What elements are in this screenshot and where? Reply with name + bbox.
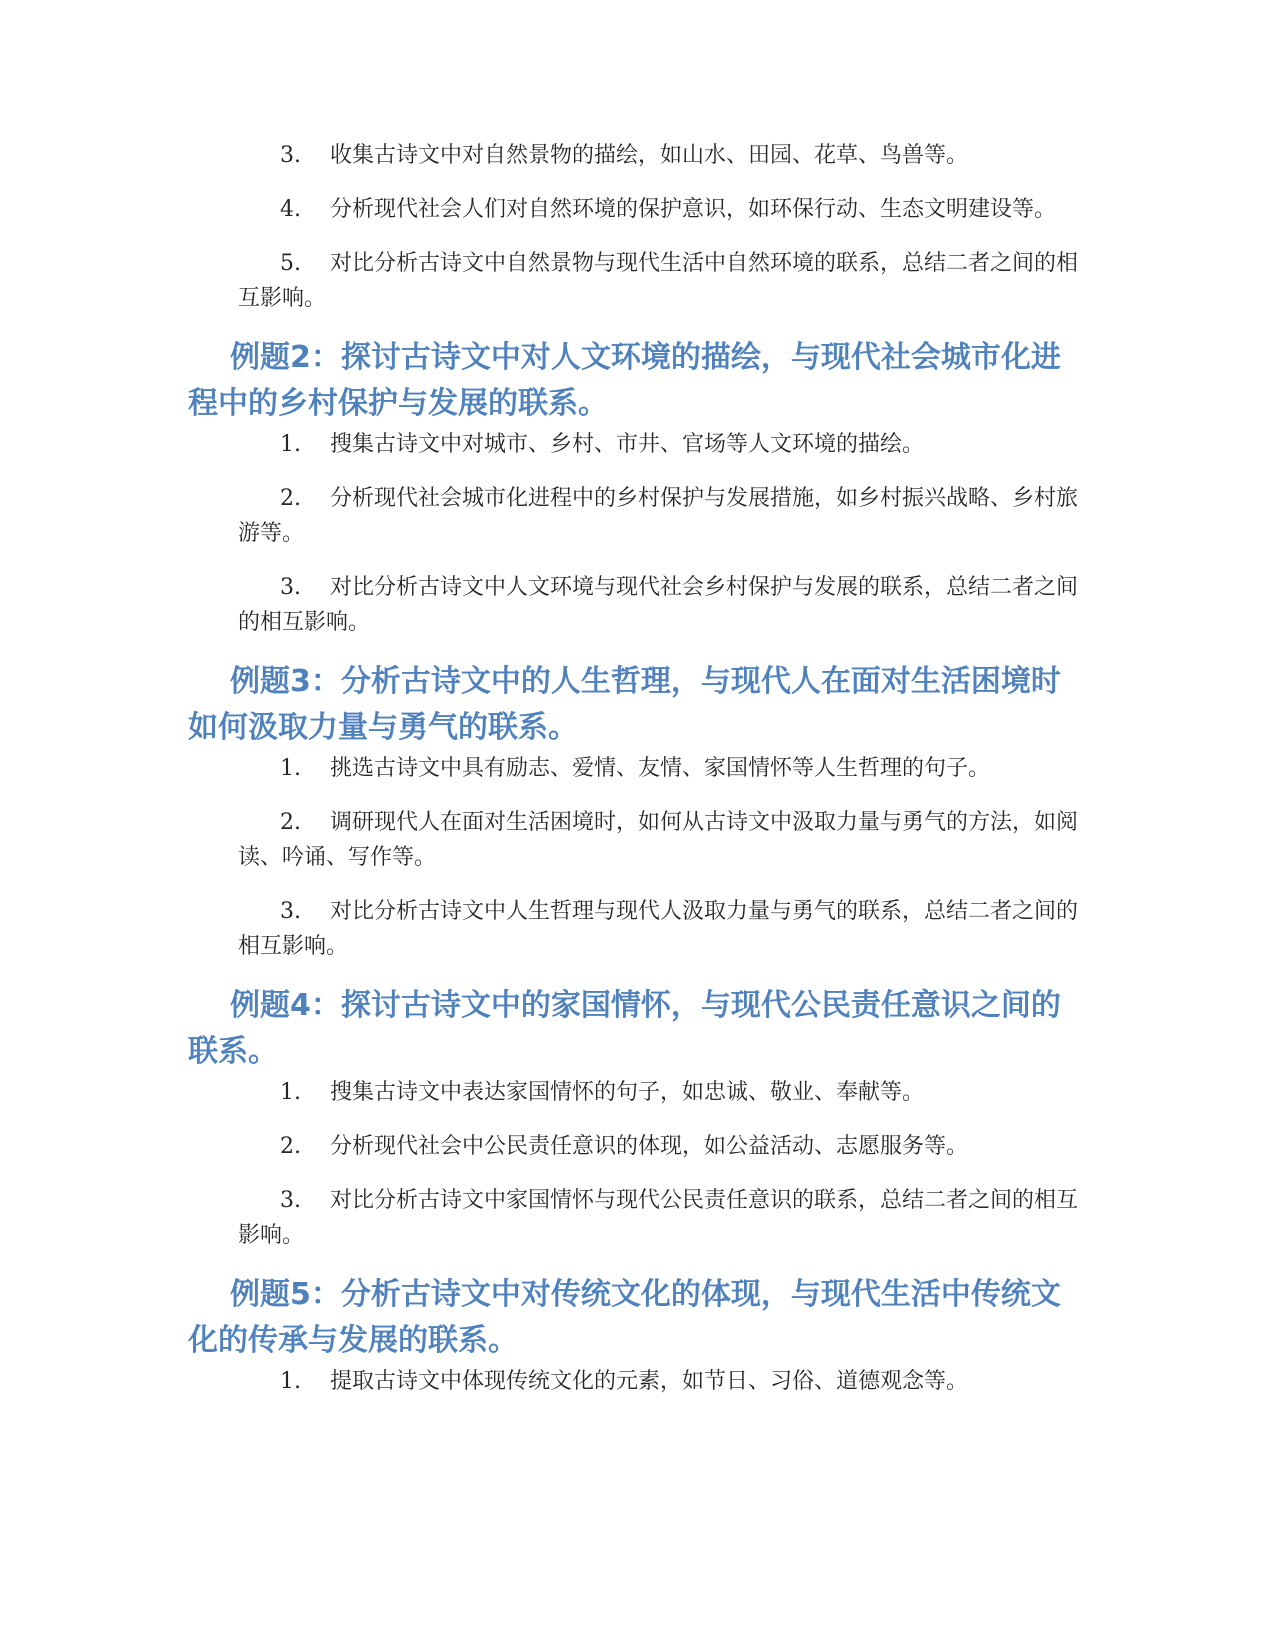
list-item-number: 5.	[280, 251, 301, 276]
list-item-text: 分析现代社会人们对自然环境的保护意识，如环保行动、生态文明建设等。	[330, 197, 1057, 222]
list-item-text: 提取古诗文中体现传统文化的元素，如节日、习俗、道德观念等。	[330, 1369, 969, 1394]
list-item-text: 对比分析古诗文中自然景物与现代生活中自然环境的联系，总结二者之间的相互影响。	[238, 251, 1079, 311]
list-item-number: 3.	[280, 899, 301, 924]
list-item-text: 收集古诗文中对自然景物的描绘，如山水、田园、花草、鸟兽等。	[330, 143, 969, 168]
list-item-number: 2.	[280, 486, 301, 511]
list-item	[188, 805, 1088, 875]
list-item-number: 1.	[280, 756, 301, 781]
list-item	[188, 427, 1088, 462]
list-item	[188, 1075, 1088, 1110]
list-item	[188, 481, 1088, 551]
list-item	[188, 894, 1088, 964]
list-item-text: 搜集古诗文中表达家国情怀的句子，如忠诚、敬业、奉献等。	[330, 1080, 925, 1105]
list-item-number: 3.	[280, 575, 301, 600]
example-heading: 例题3：分析古诗文中的人生哲理，与现代人在面对生活困境时如何汲取力量与勇气的联系。	[188, 664, 1061, 745]
list-item	[188, 138, 1088, 173]
list-item-text: 对比分析古诗文中人生哲理与现代人汲取力量与勇气的联系，总结二者之间的相互影响。	[238, 899, 1079, 959]
list-item	[188, 570, 1088, 640]
list-item	[188, 1129, 1088, 1164]
list-item-number: 2.	[280, 1134, 301, 1159]
list-item-text: 分析现代社会中公民责任意识的体现，如公益活动、志愿服务等。	[330, 1134, 969, 1159]
list-item-number: 1.	[280, 432, 301, 457]
list-item-number: 3.	[280, 143, 301, 168]
example-heading: 例题2：探讨古诗文中对人文环境的描绘，与现代社会城市化进程中的乡村保护与发展的联系。	[188, 340, 1061, 421]
list-item	[188, 1183, 1088, 1253]
list-item-text: 分析现代社会城市化进程中的乡村保护与发展措施，如乡村振兴战略、乡村旅游等。	[238, 486, 1079, 546]
example-heading: 例题5：分析古诗文中对传统文化的体现，与现代生活中传统文化的传承与发展的联系。	[188, 1277, 1061, 1358]
list-item	[188, 192, 1088, 227]
list-item-number: 2.	[280, 810, 301, 835]
list-item-text: 对比分析古诗文中家国情怀与现代公民责任意识的联系，总结二者之间的相互影响。	[238, 1188, 1079, 1248]
list-item-number: 1.	[280, 1369, 301, 1394]
list-item-text: 对比分析古诗文中人文环境与现代社会乡村保护与发展的联系，总结二者之间的相互影响。	[238, 575, 1079, 635]
list-item-text: 搜集古诗文中对城市、乡村、市井、官场等人文环境的描绘。	[330, 432, 925, 457]
document-content	[188, 138, 1088, 1418]
list-item	[188, 246, 1088, 316]
list-item-number: 1.	[280, 1080, 301, 1105]
list-item-number: 3.	[280, 1188, 301, 1213]
example-heading: 例题4：探讨古诗文中的家国情怀，与现代公民责任意识之间的联系。	[188, 988, 1061, 1069]
list-item-text: 挑选古诗文中具有励志、爱情、友情、家国情怀等人生哲理的句子。	[330, 756, 991, 781]
list-item-text: 调研现代人在面对生活困境时，如何从古诗文中汲取力量与勇气的方法，如阅读、吟诵、写作等。	[238, 810, 1079, 870]
list-item	[188, 751, 1088, 786]
list-item	[188, 1364, 1088, 1399]
list-item-number: 4.	[280, 197, 301, 222]
